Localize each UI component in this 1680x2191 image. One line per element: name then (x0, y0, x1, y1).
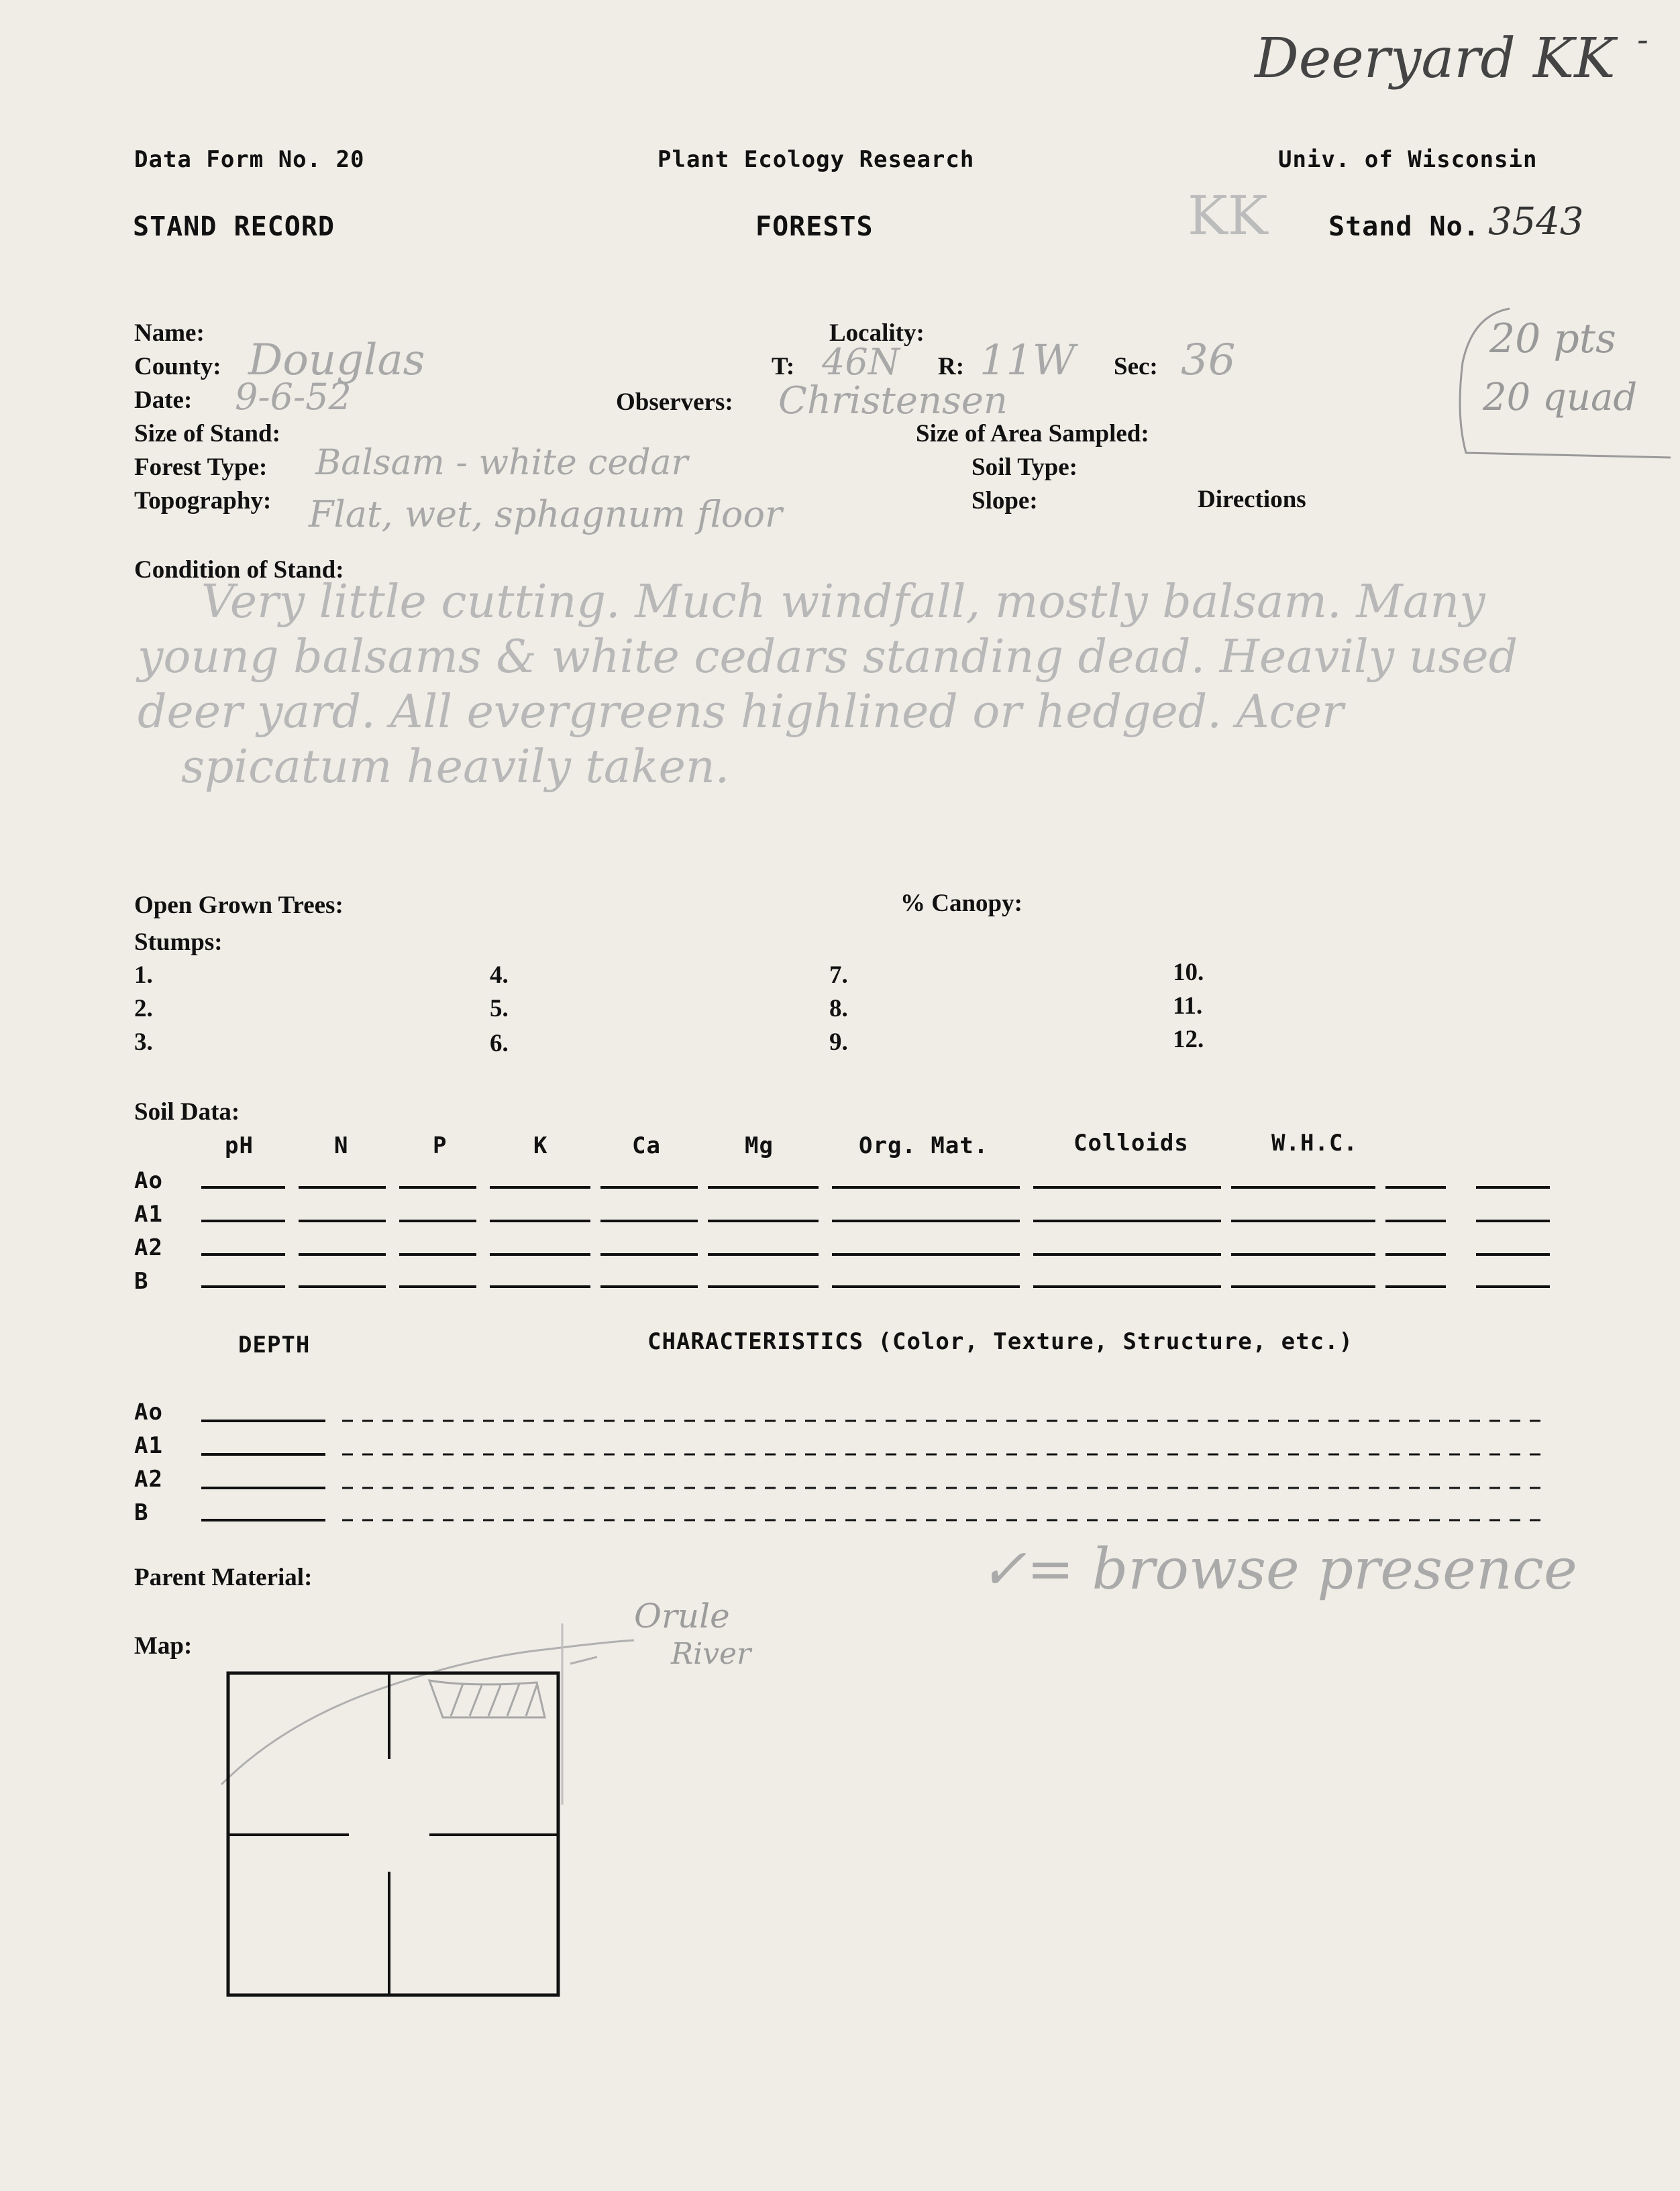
side-note-points: 20 pts (1489, 315, 1616, 362)
soil-col-p: P (433, 1132, 448, 1159)
soil-col-colloids: Colloids (1073, 1130, 1189, 1157)
observers-label: Observers: (616, 388, 733, 416)
forest-type-label: Forest Type: (134, 453, 268, 481)
stump-9: 9. (829, 1028, 848, 1056)
r-label: R: (938, 353, 965, 380)
soil-row-b: B (134, 1268, 149, 1295)
river-label-1: Orule (634, 1597, 730, 1636)
open-grown-label: Open Grown Trees: (134, 892, 344, 919)
soil-col-ph: pH (225, 1132, 254, 1159)
org-name: Plant Ecology Research (658, 146, 975, 173)
soil-data-label: Soil Data: (134, 1098, 240, 1126)
soil-row-a1: A1 (134, 1201, 163, 1228)
stump-7: 7. (829, 961, 848, 989)
condition-line-4: spicatum heavily taken. (181, 741, 730, 794)
stump-12: 12. (1173, 1026, 1204, 1053)
stump-5: 5. (490, 995, 509, 1022)
observers-value: Christensen (778, 379, 1008, 423)
depth-row-a1: A1 (134, 1432, 163, 1459)
condition-label: Condition of Stand: (134, 556, 344, 584)
t-value: 46N (822, 341, 900, 383)
condition-line-2: young balsams & white cedars standing dead. Heavily used (138, 631, 1518, 684)
date-value: 9-6-52 (235, 376, 352, 418)
depth-row-b: B (134, 1499, 149, 1526)
topography-label: Topography: (134, 487, 272, 515)
corner-note: Deeryard KK (1255, 27, 1616, 91)
soil-col-org-mat: Org. Mat. (859, 1132, 989, 1159)
browse-note: ✓= browse presence (980, 1536, 1577, 1602)
soil-type-label: Soil Type: (972, 453, 1078, 481)
county-label: County: (134, 353, 221, 380)
stump-4: 4. (490, 961, 509, 989)
depth-row-a2: A2 (134, 1466, 163, 1493)
forests-title: FORESTS (755, 211, 874, 242)
stump-2: 2. (134, 995, 153, 1022)
stump-1: 1. (134, 961, 153, 989)
soil-row-ao: Ao (134, 1167, 163, 1194)
university: Univ. of Wisconsin (1278, 146, 1538, 173)
parent-material-label: Parent Material: (134, 1564, 313, 1591)
form-number: Data Form No. 20 (134, 146, 365, 173)
locality-label: Locality: (829, 319, 925, 347)
stump-11: 11. (1173, 992, 1203, 1020)
slope-label: Slope: (972, 487, 1038, 515)
stand-record-title: STAND RECORD (133, 211, 335, 242)
soil-col-ca: Ca (632, 1132, 661, 1159)
depth-row-ao: Ao (134, 1399, 163, 1426)
soil-col-n: N (334, 1132, 349, 1159)
directions-label: Directions (1198, 486, 1306, 513)
size-of-stand-label: Size of Stand: (134, 420, 280, 447)
soil-col-mg: Mg (745, 1132, 774, 1159)
stand-no-label: Stand No. (1328, 211, 1480, 242)
name-label: Name: (134, 319, 205, 347)
map-label: Map: (134, 1632, 193, 1660)
corner-dash: - (1637, 20, 1648, 59)
characteristics-label: CHARACTERISTICS (Color, Texture, Structure, etc.) (647, 1328, 1354, 1355)
stand-number: 3543 (1488, 200, 1584, 244)
stump-8: 8. (829, 995, 848, 1022)
river-label-2: River (671, 1637, 751, 1671)
county-value: Douglas (248, 335, 425, 385)
canopy-label: % Canopy: (900, 890, 1022, 917)
r-value: 11W (980, 335, 1075, 384)
soil-col-k: K (533, 1132, 548, 1159)
t-label: T: (772, 353, 795, 380)
stump-6: 6. (490, 1030, 509, 1057)
stump-3: 3. (134, 1028, 153, 1056)
condition-line-1: Very little cutting. Much windfall, mostly balsam. Many (201, 576, 1485, 629)
size-area-label: Size of Area Sampled: (916, 420, 1149, 447)
side-note-quads: 20 quad (1483, 376, 1638, 419)
kk-stamp: KK (1188, 184, 1268, 247)
river-sketch-line (221, 1640, 634, 1784)
sec-label: Sec: (1114, 353, 1158, 380)
stump-10: 10. (1173, 959, 1204, 986)
topography-value: Flat, wet, sphagnum floor (309, 493, 782, 535)
date-label: Date: (134, 386, 193, 414)
sec-value: 36 (1181, 335, 1236, 385)
depth-label: DEPTH (238, 1332, 311, 1358)
soil-col-whc: W.H.C. (1271, 1130, 1358, 1157)
condition-line-3: deer yard. All evergreens highlined or hedged. Acer (138, 686, 1344, 739)
stumps-label: Stumps: (134, 928, 223, 956)
forest-type-value: Balsam - white cedar (315, 443, 688, 483)
soil-row-a2: A2 (134, 1234, 163, 1261)
